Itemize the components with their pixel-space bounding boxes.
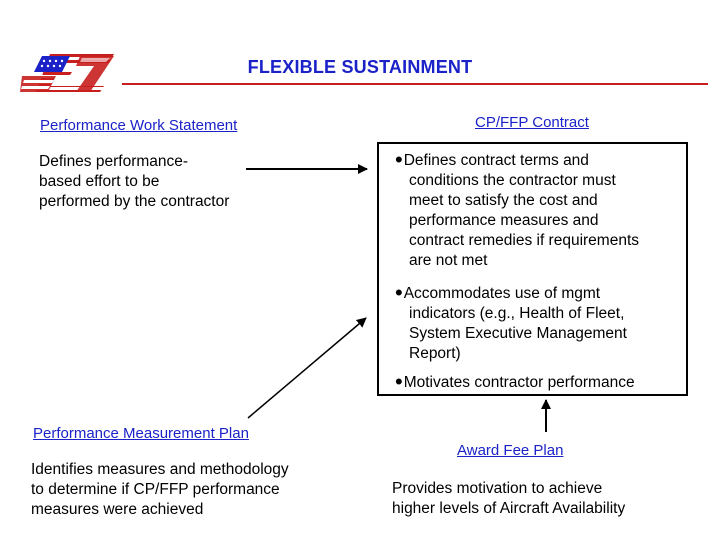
bullet-dot-icon: • xyxy=(395,280,403,305)
bullet-line: conditions the contractor must xyxy=(409,172,616,189)
pws-heading: Performance Work Statement xyxy=(40,117,238,134)
afp-line: Provides motivation to achieve xyxy=(392,480,603,497)
pmp-heading: Performance Measurement Plan xyxy=(33,425,249,442)
pmp-line: to determine if CP/FFP performance xyxy=(31,481,280,498)
pws-line: performed by the contractor xyxy=(39,193,230,210)
bullet-dot-icon: • xyxy=(395,147,403,172)
pmp-line: Identifies measures and methodology xyxy=(31,461,289,478)
bullet-line: meet to satisfy the cost and xyxy=(409,192,598,209)
bullet-line: contract remedies if requirements xyxy=(409,232,640,249)
bullet-line: performance measures and xyxy=(409,212,599,229)
bullet-line: are not met xyxy=(409,252,488,269)
arrow-pmp-to-contract xyxy=(248,318,366,418)
pmp-line: measures were achieved xyxy=(31,501,204,518)
bullet-line: System Executive Management xyxy=(409,325,627,342)
bullet-dot-icon: • xyxy=(395,369,403,394)
bullet-line: Report) xyxy=(409,345,461,362)
pws-line: based effort to be xyxy=(39,173,160,190)
afp-line: higher levels of Aircraft Availability xyxy=(392,500,626,517)
bullet-line: Motivates contractor performance xyxy=(403,374,635,391)
bullet-line: indicators (e.g., Health of Fleet, xyxy=(409,305,625,322)
pws-line: Defines performance- xyxy=(39,153,189,170)
page-title: FLEXIBLE SUSTAINMENT xyxy=(247,57,473,77)
bullet-line: Defines contract terms and xyxy=(403,152,589,169)
contract-heading: CP/FFP Contract xyxy=(475,114,589,131)
bullet-line: Accommodates use of mgmt xyxy=(403,285,601,302)
afp-heading: Award Fee Plan xyxy=(457,442,564,459)
